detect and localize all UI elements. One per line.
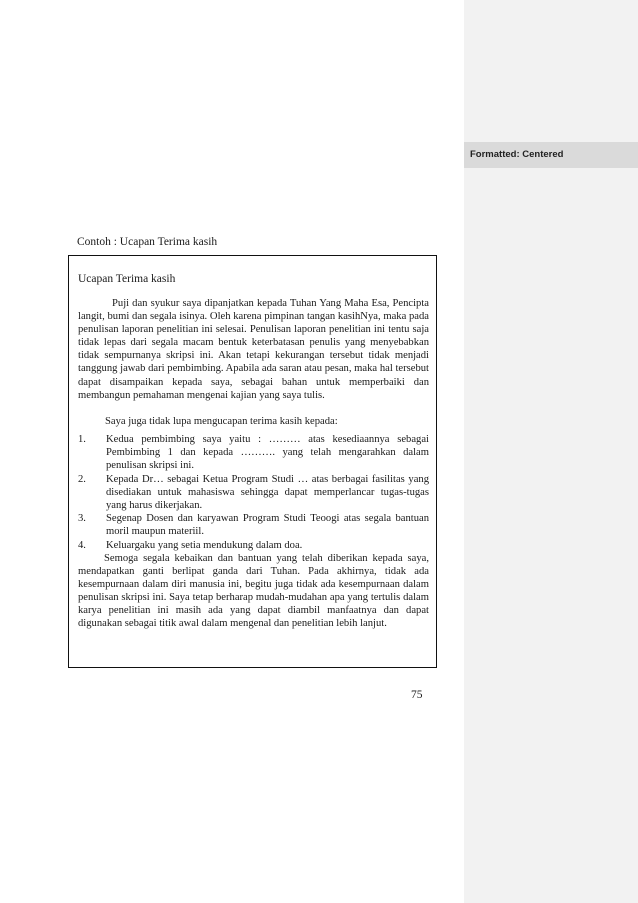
example-caption: Contoh : Ucapan Terima kasih xyxy=(77,236,218,248)
paragraph-intro: Puji dan syukur saya dipanjatkan kepada Tuhan Yang Maha Esa, Pencipta langit, bumi dan segala isinya. Oleh karena pimpinan tangan kasihNya, maka pada penulisan laporan penelitian ini selesai. Penulisan laporan penelitian ini tentu saja tidak lepas dari segala macam bentuk keterbatasan penulis yang menyebabkan tidak sempurnanya skripsi ini. Akan tetapi kekurangan tersebut tidak menjadi tanggung jawab dari pembimbing. Apabila ada saran atau pesan, maka hal tersebut dapat disampaikan kepada saya, sebagai bahan untuk memperbaiki dan membangun pemahaman mengenai kajian yang saya tulis. xyxy=(78,298,429,401)
list-number: 3. xyxy=(78,513,86,524)
paragraph-thanks-lead: Saya juga tidak lupa mengucapan terima kasih kepada: xyxy=(105,416,338,427)
list-item: Keluargaku yang setia mendukung dalam doa. xyxy=(106,540,303,551)
list-item: Segenap Dosen dan karyawan Program Studi Teoogi atas segala bantuan moril maupun materiil. xyxy=(106,513,429,538)
list-number: 1. xyxy=(78,434,86,445)
list-item: Kepada Dr… sebagai Ketua Program Studi … atas berbagai fasilitas yang disediakan untuk mahasiswa sehingga dapat memperlancar tugas-tugas yang harus dikerjakan. xyxy=(106,474,429,512)
list-number: 2. xyxy=(78,474,86,485)
page-number: 75 xyxy=(411,689,423,701)
list-number: 4. xyxy=(78,540,86,551)
list-item: Kedua pembimbing saya yaitu : ……… atas kesediaannya sebagai Pembimbing 1 dan kepada ………. yang telah mengarahkan dalam penulisan skripsi ini. xyxy=(106,434,429,472)
paragraph-closing: Semoga segala kebaikan dan bantuan yang telah diberikan kepada saya, mendapatkan ganti berlipat ganda dari Tuhan. Pada akhirnya, tidak ada kesempurnaan dalam diri manusia ini, begitu juga tidak ada kesempurnaan dalam penulisan skripsi ini. Saya tetap berharap mudah-mudahan apa yang tertulis dalam karya penelitian ini masih ada yang dapat diambil manfaatnya dan dapat digunakan sebagai titik awal dalam mengenal dan penelitian lebih lanjut. xyxy=(78,553,429,630)
box-title: Ucapan Terima kasih xyxy=(78,273,176,285)
comment-balloon[interactable]: Formatted: Centered xyxy=(464,142,638,168)
comments-pane xyxy=(464,0,638,903)
